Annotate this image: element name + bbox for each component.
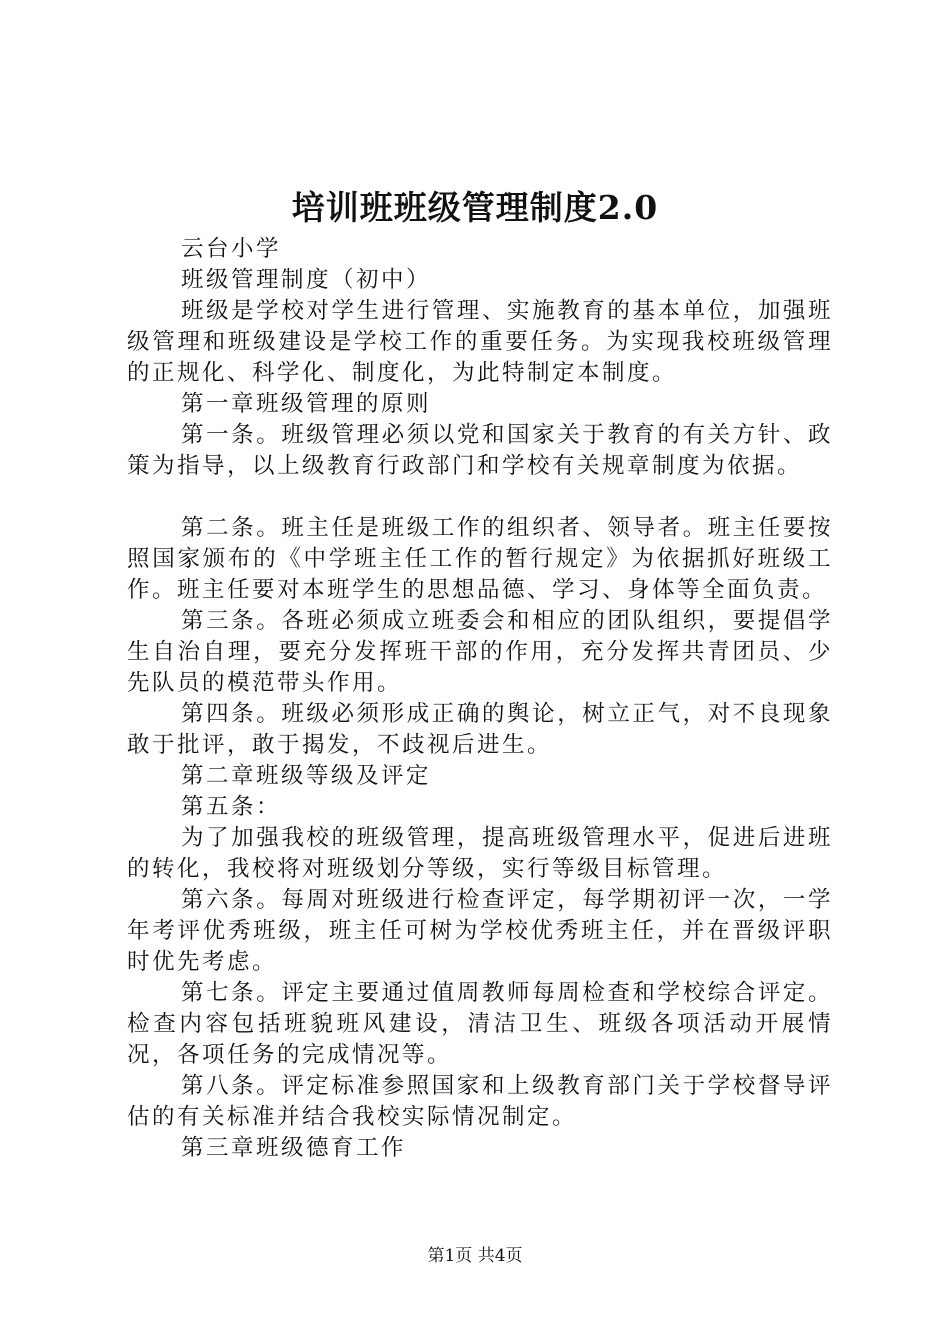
article-paragraph: 第七条。评定主要通过值周教师每周检查和学校综合评定。检查内容包括班貌班风建设，清洁卫生、班级各项活动开展情况，各项任务的完成情况等。 bbox=[127, 980, 833, 1068]
page-number: 第1页 bbox=[427, 1246, 473, 1266]
document-title: 培训班班级管理制度2.0 bbox=[291, 188, 659, 227]
article-paragraph: 第六条。每周对班级进行检查评定，每学期初评一次，一学年考评优秀班级，班主任可树为学校优秀班主任，并在晋级评职时优先考虑。 bbox=[127, 887, 833, 975]
article-paragraph: 第四条。班级必须形成正确的舆论，树立正气，对不良现象敢于批评，敢于揭发，不歧视后进生。 bbox=[127, 701, 833, 758]
intro-paragraph: 班级是学校对学生进行管理、实施教育的基本单位，加强班级管理和班级建设是学校工作的重要任务。为实现我校班级管理的正规化、科学化、制度化，为此特制定本制度。 bbox=[127, 298, 833, 386]
article-paragraph: 第八条。评定标准参照国家和上级教育部门关于学校督导评估的有关标准并结合我校实际情况制定。 bbox=[127, 1073, 833, 1130]
article-paragraph: 第一条。班级管理必须以党和国家关于教育的有关方针、政策为指导，以上级教育行政部门和学校有关规章制度为依据。 bbox=[127, 422, 833, 479]
page-total: 共4页 bbox=[477, 1246, 523, 1266]
article-paragraph: 为了加强我校的班级管理，提高班级管理水平，促进后进班的转化，我校将对班级划分等级，实行等级目标管理。 bbox=[127, 825, 833, 882]
document-body bbox=[127, 234, 833, 1164]
article-paragraph: 第三条。各班必须成立班委会和相应的团队组织，要提倡学生自治自理，要充分发挥班干部的作用，充分发挥共青团员、少先队员的模范带头作用。 bbox=[127, 608, 833, 696]
chapter-heading: 第二章班级等级及评定 bbox=[181, 763, 432, 789]
section-heading: 班级管理制度（初中） bbox=[181, 267, 432, 293]
school-name: 云台小学 bbox=[181, 236, 282, 262]
article-paragraph: 第五条： bbox=[181, 794, 282, 820]
article-paragraph: 第二条。班主任是班级工作的组织者、领导者。班主任要按照国家颁布的《中学班主任工作的暂行规定》为依据抓好班级工作。班主任要对本班学生的思想品德、学习、身体等全面负责。 bbox=[127, 515, 833, 603]
chapter-heading: 第三章班级德育工作 bbox=[181, 1135, 407, 1161]
page-footer bbox=[0, 1245, 950, 1267]
chapter-heading: 第一章班级管理的原则 bbox=[181, 391, 432, 417]
